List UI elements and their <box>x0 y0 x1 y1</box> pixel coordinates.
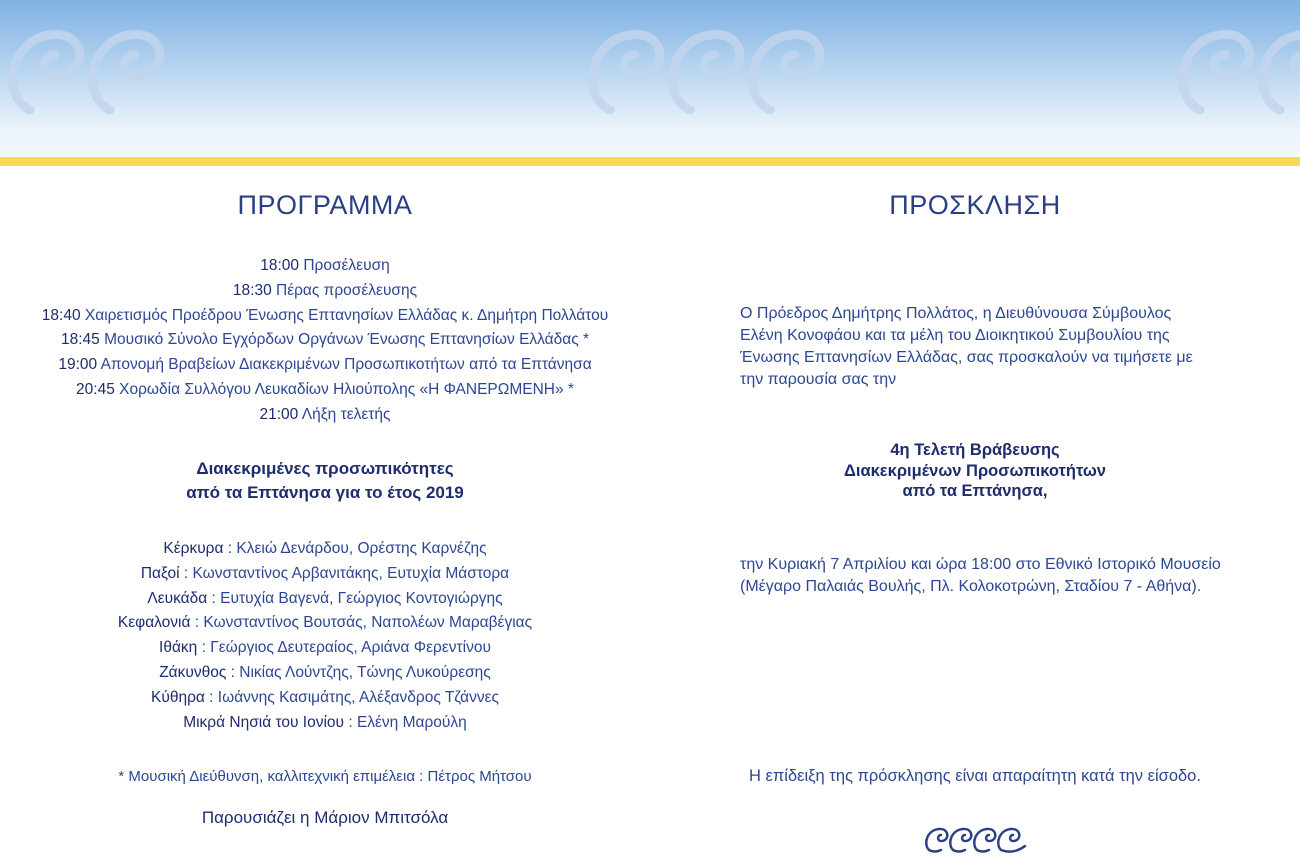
winner-row: Κύθηρα : Ιωάννης Κασιμάτης, Αλέξανδρος Τζάννες <box>151 688 499 706</box>
wave-pattern <box>0 0 1300 158</box>
yellow-stripe <box>0 157 1300 166</box>
winners-list <box>0 537 650 735</box>
header-banner <box>0 0 1300 158</box>
schedule-item: 21:00 Λήξη τελετής <box>259 405 391 423</box>
event-date-location: την Κυριακή 7 Απριλίου και ώρα 18:00 στο Εθνικό Ιστορικό Μουσείο (Μέγαρο Παλαιάς Βουλής, Πλ. Κολοκοτρώνη, Σταδίου 7 - Αθήνα). <box>740 556 1221 595</box>
winner-row: Ιθάκη : Γεώργιος Δευτεραίος, Αριάνα Φερεντίνου <box>159 639 491 657</box>
winner-row: Μικρά Νησιά του Ιονίου : Ελένη Μαρούλη <box>183 713 467 731</box>
union-logo-icon <box>923 822 1027 856</box>
presenter-line: Παρουσιάζει η Μάριον Μπιτσόλα <box>201 808 449 827</box>
invitation-title: ΠΡΟΣΚΛΗΣΗ <box>889 190 1061 220</box>
program-title: ΠΡΟΓΡΑΜΜΑ <box>237 190 413 220</box>
invitation-column <box>650 166 1300 852</box>
schedule-item: 18:30 Πέρας προσέλευσης <box>232 281 418 299</box>
schedule-item: 18:45 Μουσικό Σύνολο Εγχόρδων Οργάνων Ένωσης Επτανησίων Ελλάδας * <box>60 331 590 349</box>
winner-row: Κέρκυρα : Κλειώ Δενάρδου, Ορέστης Καρνέζης <box>163 540 487 557</box>
schedule-item: 20:45 Χορωδία Συλλόγου Λευκαδίων Ηλιούπολης «Η ΦΑΝΕΡΩΜΕΝΗ» * <box>76 380 574 398</box>
winner-row: Ζάκυνθος : Νικίας Λούντζης, Τώνης Λυκούρεσης <box>159 663 491 681</box>
schedule-item: 18:40 Χαιρετισμός Προέδρου Ένωσης Επτανησίων Ελλάδας κ. Δημήτρη Πολλάτου <box>41 306 609 324</box>
program-column <box>0 166 650 852</box>
winner-row: Λευκάδα : Ευτυχία Βαγενά, Γεώργιος Κοντογιώργης <box>147 589 503 607</box>
ceremony-title: 4η Τελετή Βράβευσης Διακεκριμένων Προσωπικοτήτων από τα Επτάνησα, <box>844 441 1106 500</box>
invitation-intro: Ο Πρόεδρος Δημήτρης Πολλάτος, η Διευθύνουσα Σύμβουλος Ελένη Κονοφάου και τα μέλη του Διοικητικού Συμβουλίου της Ένωσης Επτανησίων Ελλάδας, σας προσκαλούν να τιμήσετε με την παρουσία σας την <box>740 305 1193 388</box>
schedule-list <box>0 254 650 428</box>
entry-note: Η επίδειξη της πρόσκλησης είναι απαραίτητη κατά την είσοδο. <box>749 767 1201 785</box>
winner-row: Κεφαλονιά : Κωνσταντίνος Βουτσάς, Ναπολέων Μαραβέγιας <box>117 614 533 632</box>
music-direction-note: * Μουσική Διεύθυνση, καλλιτεχνική επιμέλεια : Πέτρος Μήτσου <box>118 768 532 785</box>
winners-heading: Διακεκριμένες προσωπικότητες από τα Επτάνησα για το έτος 2019 <box>186 459 464 502</box>
winner-row: Παξοί : Κωνσταντίνος Αρβανιτάκης, Ευτυχία Μάστορα <box>140 564 510 582</box>
schedule-item: 19:00 Απονομή Βραβείων Διακεκριμένων Προσωπικοτήτων από τα Επτάνησα <box>58 356 592 374</box>
schedule-item: 18:00 Προσέλευση <box>260 257 390 274</box>
